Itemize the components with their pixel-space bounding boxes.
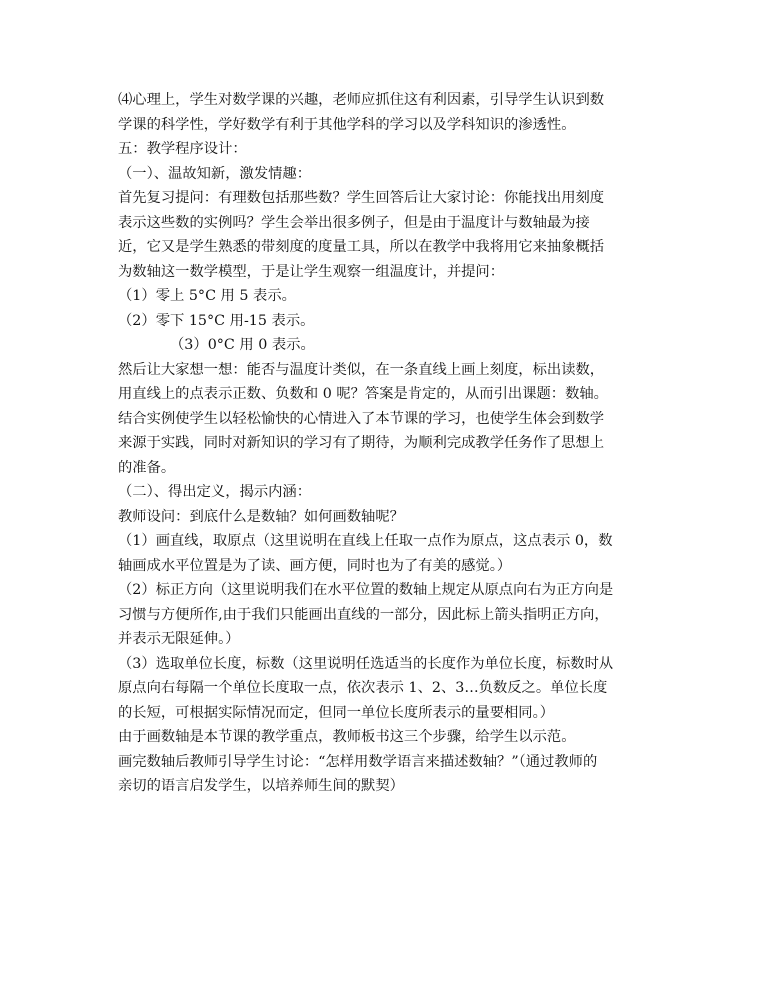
text-line: 表示这些数的实例吗？学生会举出很多例子，但是由于温度计与数轴最为接 [118, 214, 590, 231]
text-line: ⑷心理上，学生对数学课的兴趣，老师应抓住这有利因素，引导学生认识到数 [118, 92, 605, 108]
list-item: （1）画直线，取原点（这里说明在直线上任取一点作为原点，这点表示 0，数 [118, 533, 613, 549]
list-item: （2）零下 15°C 用-15 表示。 [118, 312, 315, 329]
list-item: （1）零上 5°C 用 5 表示。 [118, 288, 296, 304]
text-line: 并表示无限延伸。） [118, 631, 240, 647]
text-line: 亲切的语言启发学生，以培养师生间的默契） [118, 778, 404, 794]
text-line: 来源于实践，同时对新知识的学习有了期待，为顺利完成教学任务作了思想上 [118, 435, 605, 451]
document-body [118, 88, 658, 799]
text-line: 的准备。 [118, 459, 176, 476]
section-heading: 五：教学程序设计： [118, 141, 247, 157]
text-line: 轴画成水平位置是为了读、画方便，同时也为了有美的感觉。） [118, 557, 512, 574]
text-line: 近，它又是学生熟悉的带刻度的度量工具，所以在教学中我将用它来抽象概括 [118, 239, 605, 255]
text-line: 结合实例使学生以轻松愉快的心情进入了本节课的学习，也使学生体会到数学 [118, 410, 605, 427]
list-item: （2）标正方向（这里说明我们在水平位置的数轴上规定从原点向右为正方向是 [118, 582, 614, 598]
text-line: 然后让大家想一想：能否与温度计类似，在一条直线上画上刻度，标出读数， [118, 361, 605, 378]
text-line: 教师设问：到底什么是数轴？如何画数轴呢？ [118, 508, 404, 525]
subsection-heading: （二）、得出定义，揭示内涵： [118, 484, 312, 500]
list-item: （3）0°C 用 0 表示。 [170, 337, 315, 353]
text-line: 首先复习提问：有理数包括那些数？学生回答后让大家讨论：你能找出用刻度 [118, 190, 605, 206]
subsection-heading: （一）、温故知新，激发情趣： [118, 165, 312, 182]
text-line: 学课的科学性，学好数学有利于其他学科的学习以及学科知识的渗透性。 [118, 116, 576, 133]
text-line: 习惯与方便所作,由于我们只能画出直线的一部分，因此标上箭头指明正方向， [118, 606, 609, 623]
text-line: 由于画数轴是本节课的教学重点，教师板书这三个步骤，给学生以示范。 [118, 729, 576, 745]
text-line: 画完数轴后教师引导学生讨论：“怎样用数学语言来描述数轴？”（通过教师的 [118, 753, 598, 770]
text-line: 原点向右每隔一个单位长度取一点，依次表示 1、2、3…负数反之。单位长度 [118, 680, 608, 696]
text-line: 的长短，可根据实际情况而定，但同一单位长度所表示的量要相同。） [118, 704, 555, 721]
text-line: 用直线上的点表示正数、负数和 0 呢？答案是肯定的，从而引出课题：数轴。 [118, 386, 608, 402]
list-item: （3）选取单位长度，标数（这里说明任选适当的长度作为单位长度，标数时从 [118, 655, 614, 672]
text-line: 为数轴这一数学模型，于是让学生观察一组温度计，并提问： [118, 263, 505, 280]
